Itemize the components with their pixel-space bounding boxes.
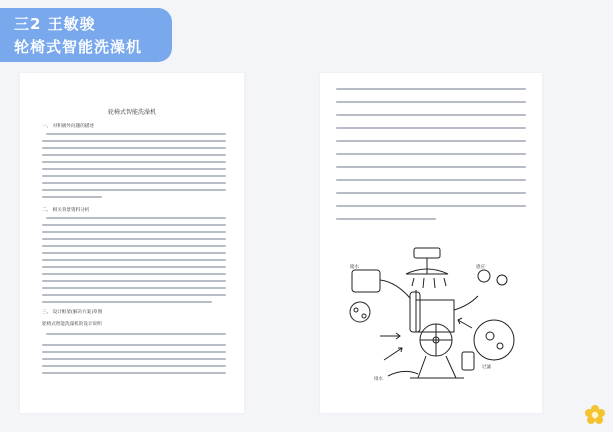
text-line (42, 189, 226, 191)
text-line (336, 166, 526, 168)
text-line (46, 217, 226, 219)
text-line (336, 114, 526, 116)
text-line (336, 140, 526, 142)
text-line (336, 179, 526, 181)
svg-text:储水: 储水 (350, 265, 359, 270)
text-line (336, 101, 526, 103)
document-title: 轮椅式智能洗澡机 (107, 109, 156, 116)
text-line (42, 301, 212, 303)
text-line (42, 224, 226, 226)
text-line (42, 161, 226, 163)
text-line (42, 140, 226, 142)
text-line (42, 266, 226, 268)
svg-text:过滤: 过滤 (482, 365, 491, 370)
flower-icon (584, 404, 606, 426)
text-line (42, 344, 226, 346)
text-line (46, 133, 226, 135)
text-line (336, 88, 526, 90)
title-badge (0, 8, 172, 62)
text-line (42, 365, 226, 367)
text-line (42, 231, 226, 233)
text-line (42, 238, 226, 240)
text-line (46, 333, 226, 335)
badge-line-1: 三2 王敏骏 (14, 15, 96, 33)
text-line (42, 147, 226, 149)
text-line (336, 205, 526, 207)
text-line (42, 358, 226, 360)
section-heading-4: 轮椅式智能洗澡机的设计说明 (42, 322, 102, 327)
text-line (42, 273, 226, 275)
text-line (42, 287, 226, 289)
badge-line-2: 轮椅式智能洗澡机 (14, 38, 143, 56)
text-line (336, 153, 526, 155)
text-line (42, 294, 226, 296)
section-heading-1: 一、 对积极外问题的描述 (42, 124, 94, 129)
text-line (42, 196, 102, 198)
text-line (42, 252, 226, 254)
section-heading-2: 二、 相关背景资料分析 (42, 208, 90, 213)
text-line (42, 182, 226, 184)
text-line (336, 218, 436, 220)
text-line (42, 154, 226, 156)
text-line (336, 192, 526, 194)
text-line (42, 245, 226, 247)
svg-text:排水: 排水 (374, 377, 383, 382)
text-line (42, 280, 226, 282)
text-line (42, 175, 226, 177)
text-line (42, 259, 226, 261)
text-line (42, 168, 226, 170)
text-line (42, 351, 226, 353)
text-line (336, 127, 526, 129)
wheelchair-washer-sketch (344, 240, 522, 386)
text-line (42, 372, 226, 374)
document-page-left (20, 73, 244, 413)
section-heading-3: 三、 设计框架(解决方案)草图 (42, 310, 103, 315)
svg-text:感应: 感应 (476, 265, 485, 270)
